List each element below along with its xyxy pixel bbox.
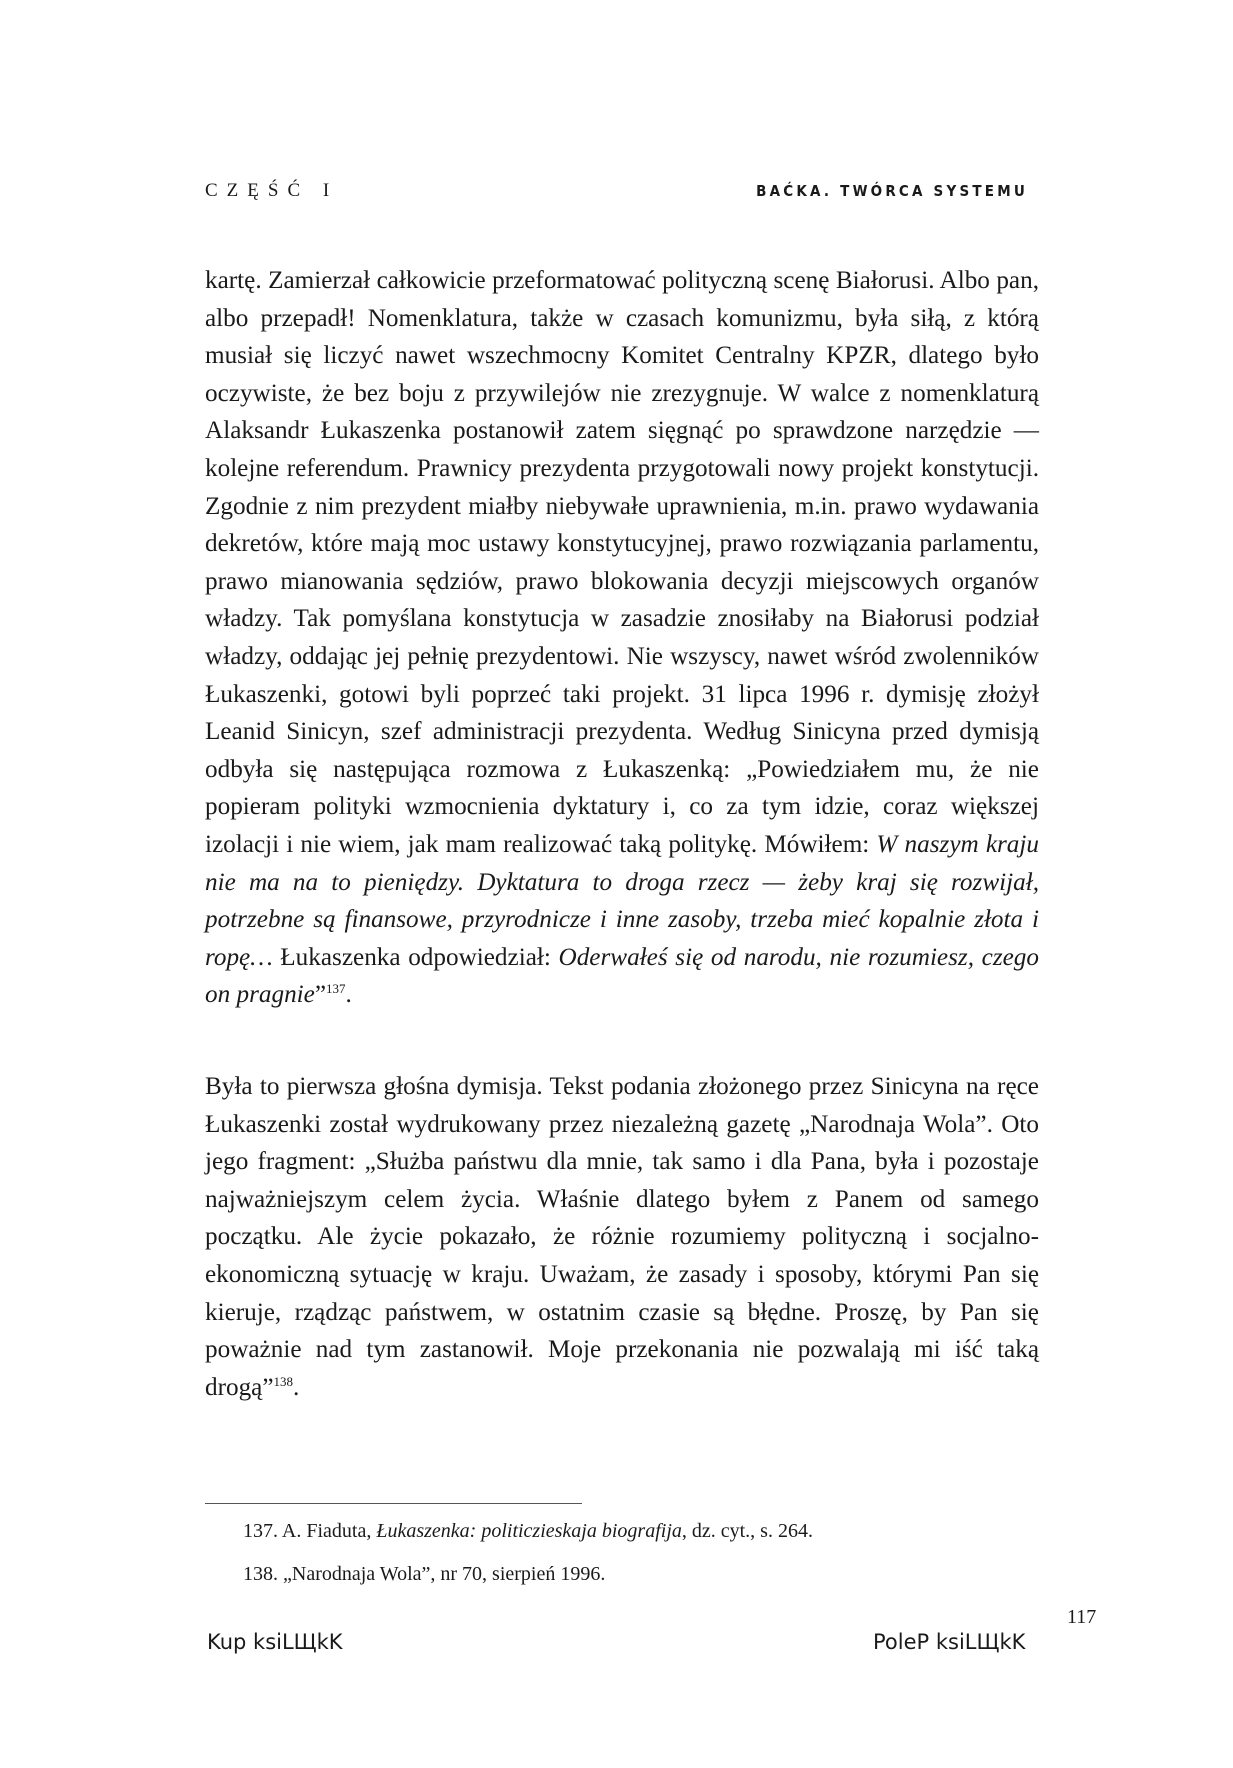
recommend-book-link[interactable]: PoleP ksiLЩkK — [873, 1630, 1026, 1654]
paragraph-2-text: Była to pierwsza głośna dymisja. Tekst podania złożonego przez Sinicyna na ręce Łukaszenki został wydrukowany przez niezależną gazetę „Narodnaja Wola”. Oto jego fragment: „Służba państwu dla mnie, tak samo i dla Pana, była i pozostaje najważniejszym celem życia. Właśnie dlatego byłem z Panem od samego początku. Ale życie pokazało, że różnie rozumiemy polityczną i socjalno-ekonomiczną sytuację w kraju. Uważam, że zasady i sposoby, którymi Pan się kieruje, rządząc państwem, w ostatnim czasie są błędne. Proszę, by Pan się poważnie nad tym zastanowił. Moje przekonania nie pozwalają mi iść taką drogą” — [205, 1073, 1039, 1401]
footnote-137 — [243, 1510, 813, 1553]
paragraph-1 — [205, 262, 1039, 1014]
quote-italic-2: Oderwałeś się od narodu, nie rozumiesz, czego on pragnie — [205, 943, 1039, 1009]
page-number: 117 — [1067, 1606, 1097, 1628]
footnotes — [243, 1510, 813, 1596]
paragraph-1-text: kartę. Zamierzał całkowicie przeformatować polityczną scenę Białorusi. Albo pan, albo przepadł! Nomenklatura, także w czasach komunizmu, była siłą, z którą musiał się liczyć nawet wszechmocny Komitet Centralny KPZR, dlatego było oczywiste, że bez boju z przywilejów nie zrezygnuje. W walce z nomenklaturą Alaksandr Łukaszenka postanowił zatem sięgnąć po sprawdzone narzędzie — kolejne referendum. Prawnicy prezydenta przygotowali nowy projekt konstytucji. Zgodnie z nim prezydent miałby niebywałe uprawnienia, m.in. prawo wydawania dekretów, które mają moc ustawy konstytucyjnej, prawo rozwiązania parlamentu, prawo mianowania sędziów, prawo blokowania decyzji miejscowych organów władzy. Tak pomyślana konstytucja w zasadzie znosiłaby na Białorusi podział władzy, oddając jej pełnię prezydentowi. Nie wszyscy, nawet wśród zwolenników Łukaszenki, gotowi byli poprzeć taki projekt. 31 lipca 1996 r. dymisję złożył Leanid Sinicyn, szef administracji prezydenta. Według Sinicyna przed dymisją odbyła się następująca rozmowa z Łukaszenką: „Powiedziałem mu, że nie popieram polityki wzmocnienia dyktatury i, co za tym idzie, coraz większej izolacji i nie wiem, jak mam realizować taką politykę. Mówiłem: — [205, 267, 1039, 858]
footnote-138: 138. „Narodnaja Wola”, nr 70, sierpień 1996. — [243, 1563, 606, 1585]
running-header-chapter: BAĆKA. TWÓRCA SYSTEMU — [756, 182, 1028, 200]
paragraph-2 — [205, 1068, 1039, 1406]
footnote-137-suffix: , dz. cyt., s. 264. — [681, 1520, 813, 1542]
buy-book-link[interactable]: Kup ksiLЩkK — [207, 1630, 343, 1654]
footnote-137-author: 137. A. Fiaduta, — [243, 1520, 377, 1542]
footnote-ref-138[interactable]: 138 — [273, 1373, 294, 1389]
closing-quote: ” — [314, 981, 327, 1009]
footnote-divider — [205, 1503, 582, 1504]
paragraph-1-end: . — [345, 981, 352, 1009]
paragraph-1-text-b: Łukaszenka odpowiedział: — [272, 943, 559, 971]
paragraph-2-end: . — [293, 1373, 300, 1401]
running-header-part: CZĘŚĆ I — [205, 180, 339, 201]
footnote-137-title: Łukaszenka: politiczieskaja biografija — [376, 1520, 682, 1542]
footnote-ref-137[interactable]: 137 — [326, 981, 346, 997]
quote-italic-1: W naszym kraju nie ma na to pieniędzy. Dyktatura to droga rzecz — żeby kraj się rozwijał, potrzebne są finansowe, przyrodnicze i inne zasoby, trzeba mieć kopalnie złota i ropę… — [205, 830, 1039, 971]
